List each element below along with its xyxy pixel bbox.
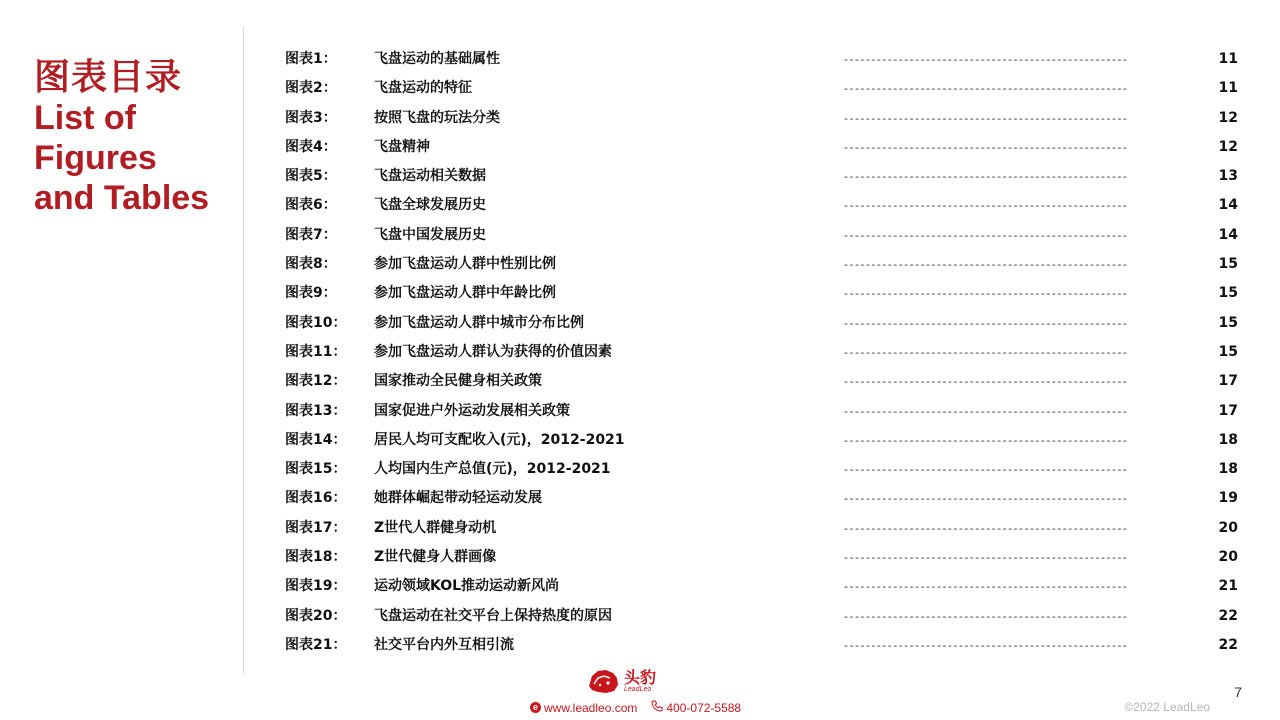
copyright-text: ©2022 LeadLeo [1124,700,1210,714]
leader-dots: ---------------------------------------------------- [844,140,1129,154]
figure-page-number: 18 [1218,461,1238,478]
toc-row[interactable] [0,397,1280,426]
toc-row[interactable] [0,133,1280,162]
figure-label: 图表10： [285,314,347,331]
leopard-logo-icon [586,666,620,696]
toc-row[interactable] [0,514,1280,543]
figure-title: 飞盘运动相关数据 [374,168,486,185]
figure-page-number: 11 [1218,51,1238,67]
leader-dots: ---------------------------------------------------- [844,258,1129,272]
logo-english-text: LeadLeo [624,685,652,693]
figure-label: 图表14： [285,431,347,448]
leader-dots: ---------------------------------------------------- [844,492,1129,506]
leader-dots: ---------------------------------------------------- [844,228,1129,242]
leader-dots: ---------------------------------------------------- [844,170,1129,184]
figure-label: 图表11： [285,343,347,360]
toc-row[interactable] [0,74,1280,103]
figure-label: 图表13： [285,402,347,419]
toc-row[interactable] [0,309,1280,338]
toc-row[interactable] [0,426,1280,455]
figure-label: 图表2： [285,80,337,97]
leader-dots: ---------------------------------------------------- [844,609,1129,623]
footer-contact [530,700,741,715]
toc-row[interactable] [0,543,1280,572]
phone-icon [651,700,663,715]
figure-title: 国家促进户外运动发展相关政策 [374,402,570,419]
figure-page-number: 15 [1218,343,1238,360]
title-chinese: 图表目录 [34,56,183,97]
figure-label: 图表12： [285,373,347,390]
figure-page-number: 12 [1218,109,1238,126]
figure-label: 图表1： [285,51,337,67]
leader-dots: ---------------------------------------------------- [844,551,1129,565]
leader-dots: ---------------------------------------------------- [844,638,1129,652]
figure-label: 图表9： [285,285,337,302]
toc-row[interactable] [0,279,1280,308]
figure-title: 飞盘中国发展历史 [374,226,486,243]
website-link[interactable] [530,701,637,715]
figure-page-number: 22 [1218,636,1238,653]
phone-text: 400-072-5588 [666,700,742,715]
figure-title: 飞盘运动的基础属性 [374,51,500,67]
website-text: www.leadleo.com [544,700,638,715]
footer-logo [586,664,656,698]
title-english-line-3: and Tables [34,179,210,217]
figure-title: 居民人均可支配收入(元)，2012-2021 [374,431,625,448]
figure-label: 图表7： [285,226,337,243]
figure-page-number: 18 [1218,431,1238,448]
figure-label: 图表19： [285,578,347,595]
figure-label: 图表21： [285,636,347,653]
leader-dots: ---------------------------------------------------- [844,580,1129,594]
title-english-line-1: List of [34,99,136,137]
figure-title: 参加飞盘运动人群中城市分布比例 [374,314,584,331]
figure-title: 人均国内生产总值(元)，2012-2021 [374,461,611,478]
figure-label: 图表3： [285,109,337,126]
figure-page-number: 15 [1218,285,1238,302]
figure-label: 图表18： [285,549,347,566]
figure-page-number: 13 [1218,168,1238,185]
toc-row[interactable] [0,250,1280,279]
figure-page-number: 15 [1218,314,1238,331]
leader-dots: ---------------------------------------------------- [844,404,1129,418]
logo-chinese-text: 头豹 [624,667,657,687]
figure-label: 图表8： [285,256,337,273]
figure-page-number: 17 [1218,402,1238,419]
leader-dots: ---------------------------------------------------- [844,53,1129,66]
figure-title: Z世代健身人群画像 [374,549,497,566]
leader-dots: ---------------------------------------------------- [844,345,1129,359]
toc-row[interactable] [0,631,1280,660]
leader-dots: ---------------------------------------------------- [844,521,1129,535]
figure-title: 参加飞盘运动人群中性别比例 [374,256,556,273]
phone-contact [651,700,741,715]
toc-row[interactable] [0,484,1280,513]
figure-title: 飞盘运动在社交平台上保持热度的原因 [374,607,612,624]
figure-title: Z世代人群健身动机 [374,519,497,536]
figure-page-number: 17 [1218,373,1238,390]
leader-dots: ---------------------------------------------------- [844,316,1129,330]
figure-title: 运动领域KOL推动运动新风尚 [374,578,560,595]
leader-dots: ---------------------------------------------------- [844,199,1129,213]
figure-title: 飞盘精神 [374,138,430,155]
toc-row[interactable] [0,455,1280,484]
figure-label: 图表15： [285,461,347,478]
toc-row[interactable] [0,221,1280,250]
toc-row[interactable] [0,162,1280,191]
figure-page-number: 21 [1218,578,1238,595]
figure-label: 图表16： [285,490,347,507]
title-english-line-2: Figures [34,139,157,177]
leader-dots: ---------------------------------------------------- [844,463,1129,477]
figure-page-number: 22 [1218,607,1238,624]
toc-row[interactable] [0,45,1280,74]
figure-label: 图表5： [285,168,337,185]
toc-row[interactable] [0,572,1280,601]
figure-title: 按照飞盘的玩法分类 [374,109,500,126]
toc-row[interactable] [0,602,1280,631]
toc-row[interactable] [0,191,1280,220]
figure-page-number: 19 [1218,490,1238,507]
leader-dots: ---------------------------------------------------- [844,82,1129,96]
figure-title: 参加飞盘运动人群中年龄比例 [374,285,556,302]
figure-label: 图表6： [285,197,337,214]
figure-title: 飞盘运动的特征 [374,80,472,97]
leader-dots: ---------------------------------------------------- [844,287,1129,301]
figure-title: 她群体崛起带动轻运动发展 [374,490,542,507]
figure-label: 图表17： [285,519,347,536]
figure-page-number: 12 [1218,138,1238,155]
leader-dots: ---------------------------------------------------- [844,433,1129,447]
figure-label: 图表20： [285,607,347,624]
figure-title: 社交平台内外互相引流 [374,636,514,653]
toc-row[interactable] [0,104,1280,133]
figure-page-number: 15 [1218,256,1238,273]
figure-label: 图表4： [285,138,337,155]
figure-page-number: 20 [1218,519,1238,536]
toc-row[interactable] [0,338,1280,367]
leader-dots: ---------------------------------------------------- [844,375,1129,389]
figure-title: 飞盘全球发展历史 [374,197,486,214]
figure-title: 参加飞盘运动人群认为获得的价值因素 [374,343,612,360]
figure-page-number: 14 [1218,197,1238,214]
web-icon: e [530,702,541,713]
figure-title: 国家推动全民健身相关政策 [374,373,542,390]
figure-page-number: 11 [1218,80,1238,97]
toc-row[interactable] [0,367,1280,396]
figure-page-number: 20 [1218,549,1238,566]
leader-dots: ---------------------------------------------------- [844,111,1129,125]
figure-page-number: 14 [1218,226,1238,243]
figure-list [0,45,1280,660]
page-number: 7 [1234,684,1242,700]
